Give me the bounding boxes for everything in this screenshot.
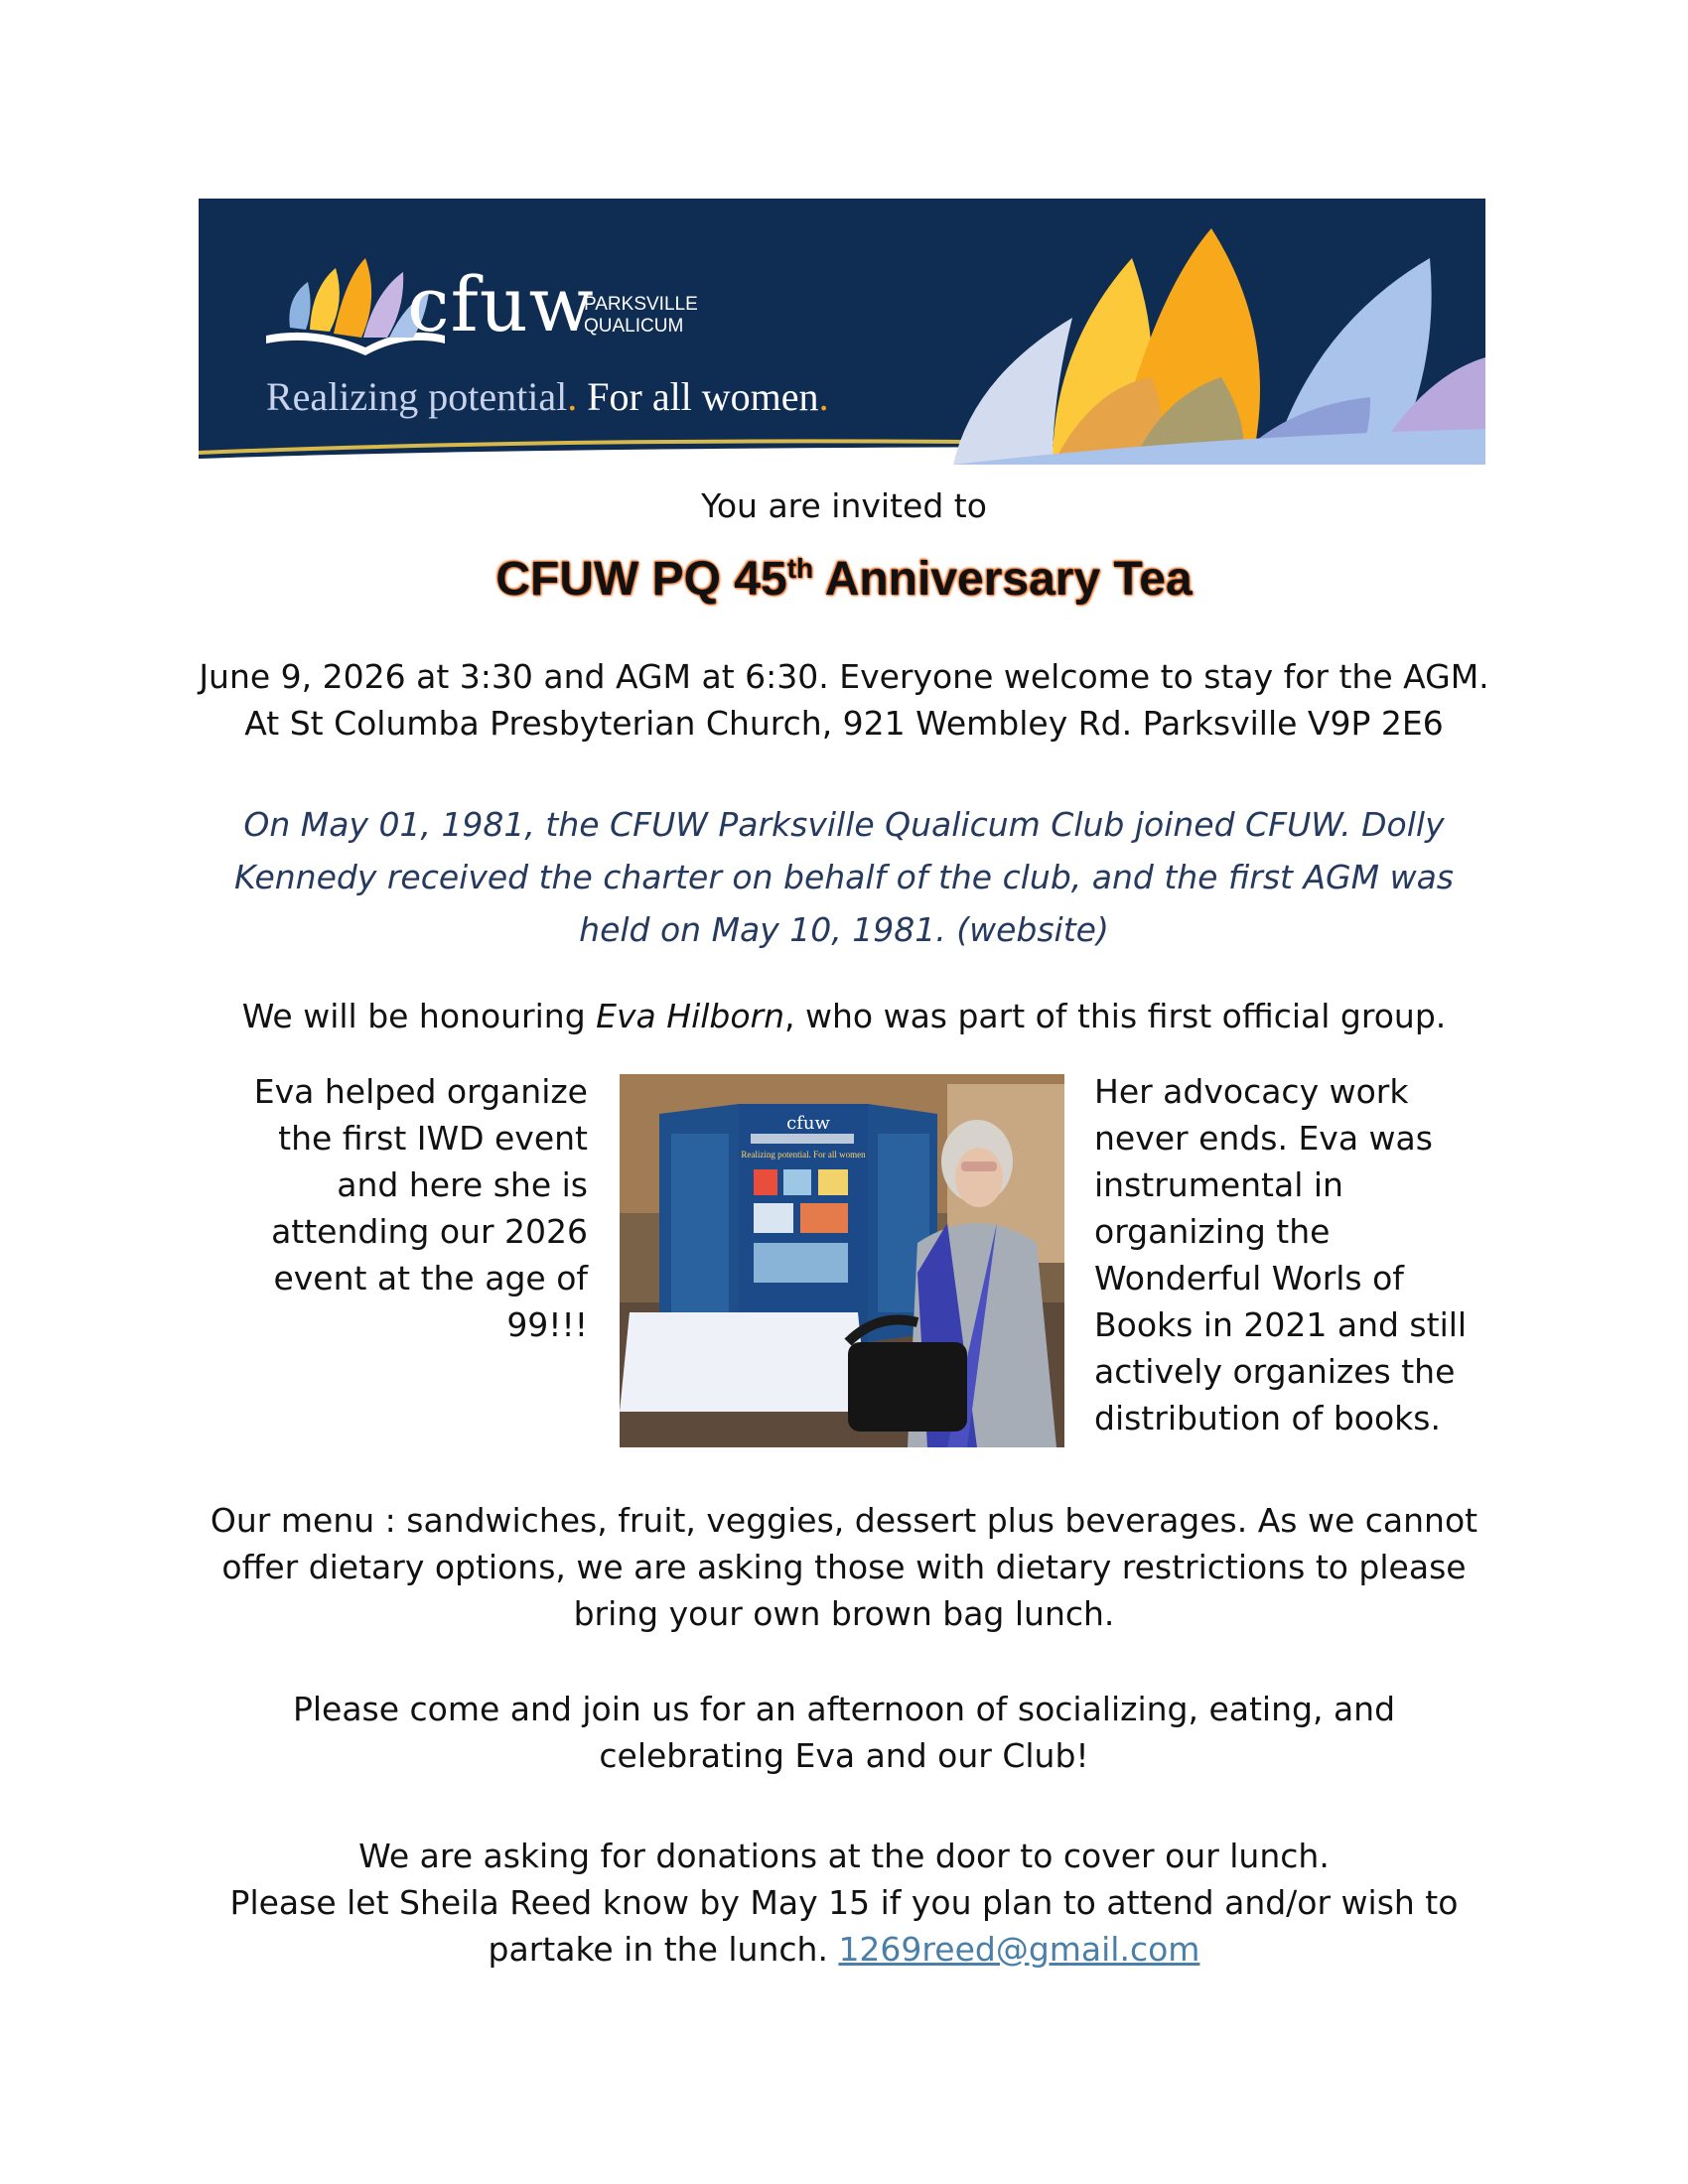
caption-line: instrumental in <box>1094 1165 1343 1204</box>
tagline-dot: . <box>567 374 578 419</box>
event-title <box>139 552 1549 607</box>
caption-line: attending our 2026 <box>271 1212 588 1251</box>
donate-line-text: partake in the lunch. <box>488 1930 839 1969</box>
tagline-part1: Realizing potential <box>266 374 568 419</box>
event-date-time: June 9, 2026 at 3:30 and AGM at 6:30. Everyone welcome to stay for the AGM. <box>199 657 1489 696</box>
tagline <box>266 373 829 420</box>
logo-subtitle-line1: PARKSVILLE <box>584 294 698 315</box>
left-caption <box>199 1068 588 1348</box>
caption-line: Her advocacy work <box>1094 1072 1409 1111</box>
board-logo: cfuw <box>786 1113 830 1134</box>
menu-paragraph <box>139 1497 1549 1637</box>
history-line: Kennedy received the charter on behalf of the club, and the first AGM was <box>233 858 1454 896</box>
menu-line: bring your own brown bag lunch. <box>573 1594 1115 1633</box>
petal-decoration <box>199 199 1485 465</box>
donate-line: Please let Sheila Reed know by May 15 if you plan to attend and/or wish to <box>229 1883 1459 1922</box>
donate-line-last <box>139 1926 1549 1973</box>
title-main: CFUW PQ 45 <box>495 553 787 606</box>
history-line: On May 01, 1981, the CFUW Parksville Qualicum Club joined CFUW. Dolly <box>243 805 1445 844</box>
header-banner <box>199 199 1485 465</box>
join-line: celebrating Eva and our Club! <box>599 1736 1089 1775</box>
right-caption <box>1094 1068 1472 1441</box>
menu-line: Our menu : sandwiches, fruit, veggies, dessert plus beverages. As we cannot <box>210 1501 1478 1540</box>
caption-line: actively organizes the <box>1094 1352 1456 1391</box>
join-paragraph <box>139 1686 1549 1779</box>
caption-line: never ends. Eva was <box>1094 1119 1433 1158</box>
caption-line: Books in 2021 and still <box>1094 1305 1468 1344</box>
logo-text: cfuw <box>407 260 595 348</box>
event-details <box>139 653 1549 747</box>
honour-after: , who was part of this first official group. <box>784 997 1447 1035</box>
caption-line: 99!!! <box>506 1305 588 1344</box>
caption-line: distribution of books. <box>1094 1399 1441 1437</box>
invite-text: You are invited to <box>701 486 987 525</box>
join-line: Please come and join us for an afternoon of socializing, eating, and <box>292 1690 1396 1728</box>
donation-paragraph <box>139 1833 1549 1973</box>
caption-line: and here she is <box>337 1165 588 1204</box>
donate-line: We are asking for donations at the door to cover our lunch. <box>358 1837 1330 1875</box>
tagline-dot2: . <box>818 374 829 419</box>
tagline-part2: For all women <box>577 374 819 419</box>
title-end: Anniversary Tea <box>813 553 1193 606</box>
history-line: held on May 10, 1981. (website) <box>579 910 1109 949</box>
honouree-name: Eva Hilborn <box>596 997 785 1035</box>
honouree-line <box>139 997 1549 1035</box>
logo-subtitle-line2: QUALICUM <box>584 316 684 337</box>
caption-line: event at the age of <box>273 1259 588 1297</box>
club-history <box>199 798 1489 956</box>
eva-photo <box>620 1074 1064 1447</box>
title-superscript: th <box>786 553 814 584</box>
caption-line: organizing the <box>1094 1212 1331 1251</box>
caption-line: Wonderful Worls of <box>1094 1259 1404 1297</box>
caption-line: the first IWD event <box>278 1119 588 1158</box>
email-link[interactable]: 1269reed@gmail.com <box>838 1930 1200 1969</box>
honour-before: We will be honouring <box>241 997 597 1035</box>
board-tagline: Realizing potential. For all women <box>741 1150 866 1160</box>
logo-subtitle <box>584 294 698 338</box>
caption-line: Eva helped organize <box>253 1072 588 1111</box>
event-location: At St Columba Presbyterian Church, 921 Wembley Rd. Parksville V9P 2E6 <box>244 704 1444 743</box>
menu-line: offer dietary options, we are asking those with dietary restrictions to please <box>221 1548 1467 1586</box>
